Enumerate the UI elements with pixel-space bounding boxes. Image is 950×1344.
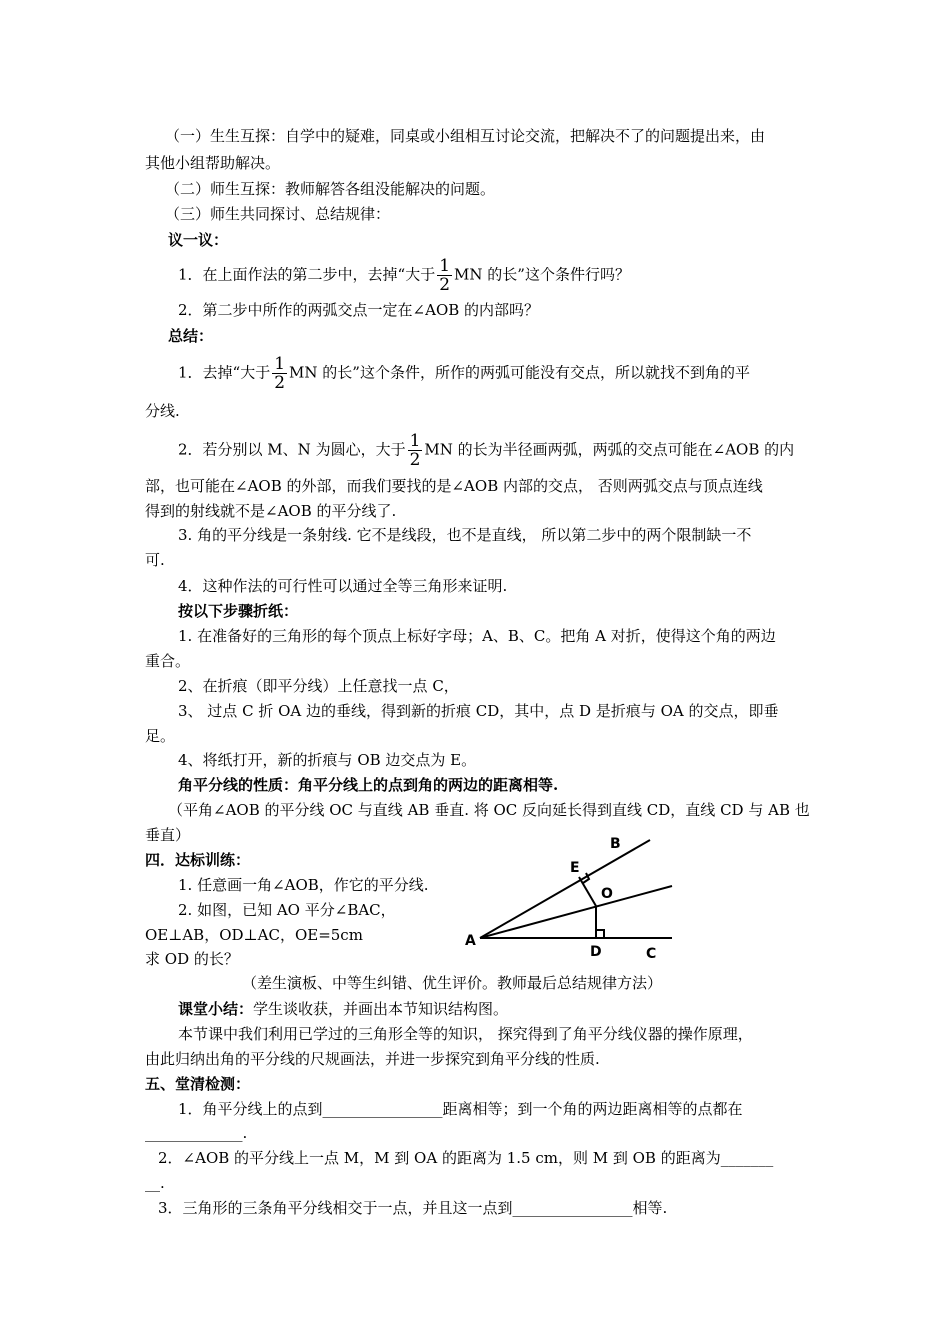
question-1-post: MN 的长”这个条件行吗？ [454,265,630,284]
label-d: D [590,944,602,960]
question-1-pre: 1．在上面作法的第二步中，去掉“大于 [178,265,436,284]
summary-1-cont: 分线. [145,402,180,420]
training-1: 1. 任意画一角∠AOB，作它的平分线. [178,876,429,894]
fold-step-1: 1. 在准备好的三角形的每个顶点上标好字母；A、B、C。把角 A 对折，使得这个角的两边 [178,627,776,645]
summary-3-cont: 可. [145,551,165,569]
heading-test: 五、堂清检测： [145,1075,251,1093]
question-1 [178,257,630,294]
label-b: B [610,836,621,852]
class-summary-text: 学生谈收获，并画出本节知识结构图。 [253,1000,509,1018]
ray-ab [480,840,650,938]
summary-1-post: MN 的长”这个条件，所作的两弧可能没有交点，所以就找不到角的平 [289,363,750,382]
fold-step-3: 3、 过点 C 折 OA 边的垂线，得到新的折痕 CD，其中，点 D 是折痕与 OA 的交点，即垂 [178,702,779,720]
paragraph-teacher-explore: （二）师生互探：教师解答各组没能解决的问题。 [165,180,496,198]
heading-discuss: 议一议： [168,231,229,249]
paragraph-summary-rules: （三）师生共同探讨、总结规律： [165,205,391,223]
summary-3: 3. 角的平分线是一条射线. 它不是线段，也不是直线， 所以第二步中的两个限制缺一不 [178,526,752,544]
label-o: O [601,886,613,902]
test-question-2: 2．∠AOB 的平分线上一点 M，M 到 OA 的距离为 1.5 cm，则 M 到 OB 的距离为_______ [158,1149,774,1167]
heading-summary: 总结： [168,327,214,345]
summary-2 [178,432,794,469]
right-angle-mark-d [596,930,604,938]
summary-2-post: MN 的长为半径画两弧，两弧的交点可能在∠AOB 的内 [424,440,795,459]
class-summary [178,998,508,1020]
test-question-1-cont: _____________. [145,1124,248,1142]
fraction-numerator: 1 [274,354,286,374]
label-e: E [570,860,580,876]
fraction-half [272,355,287,392]
straight-angle-note-cont: 垂直） [145,826,191,844]
summary-1 [178,355,750,392]
segment-oe [579,877,596,906]
training-2: 2. 如图，已知 AO 平分∠BAC， [178,901,396,919]
fold-step-1-cont: 重合。 [145,652,191,670]
paragraph-peer-explore-cont: 其他小组帮助解决。 [145,154,281,172]
fold-step-3-cont: 足。 [145,727,176,745]
paragraph-peer-explore: （一）生生互探：自学中的疑难，同桌或小组相互讨论交流，把解决不了的问题提出来，由 [165,127,766,145]
summary-2-cont2: 得到的射线就不是∠AOB 的平分线了. [145,502,397,520]
test-question-2-cont: __. [145,1174,165,1192]
class-summary-body: 本节课中我们利用已学过的三角形全等的知识， 探究得到了角平分线仪器的操作原理， [178,1025,753,1043]
fraction-numerator: 1 [409,431,421,451]
angle-bisector-diagram [460,830,680,965]
training-2-question: 求 OD 的长？ [145,950,239,968]
fraction-half [437,257,452,294]
heading-training: 四．达标训练： [145,851,251,869]
fold-step-2: 2、在折痕（即平分线）上任意找一点 C， [178,677,459,695]
class-summary-label: 课堂小结： [178,1000,254,1018]
test-question-1: 1．角平分线上的点到________________距离相等；到一个角的两边距离相等的点都在 [178,1100,743,1118]
summary-2-cont: 部，也可能在∠AOB 的外部，而我们要找的是∠AOB 内部的交点， 否则两弧交点与顶点连线 [145,477,763,495]
summary-4: 4．这种作法的可行性可以通过全等三角形来证明. [178,577,508,595]
bisector-ao [480,886,672,938]
fraction-numerator: 1 [439,256,451,276]
summary-2-pre: 2．若分别以 M、N 为圆心，大于 [178,440,406,459]
fraction-half [408,432,423,469]
bisector-property: 角平分线的性质：角平分线上的点到角的两边的距离相等. [178,776,559,794]
class-summary-body-cont: 由此归纳出角的平分线的尺规画法，并进一步探究到角平分线的性质. [145,1050,600,1068]
fraction-denominator: 2 [274,373,286,393]
training-2-given: OE⊥AB，OD⊥AC，OE=5cm [145,926,363,944]
fraction-denominator: 2 [409,450,421,470]
straight-angle-note: （平角∠AOB 的平分线 OC 与直线 AB 垂直. 将 OC 反向延长得到直线 CD，直线 CD 与 AB 也 [168,801,810,819]
heading-fold: 按以下步骤折纸： [178,602,299,620]
fraction-denominator: 2 [439,275,451,295]
question-2: 2．第二步中所作的两弧交点一定在∠AOB 的内部吗？ [178,301,540,319]
evaluation-note: （差生演板、中等生纠错、优生评价。教师最后总结规律方法） [242,974,663,992]
summary-1-pre: 1．去掉“大于 [178,363,271,382]
label-c: C [646,946,657,962]
label-a: A [465,933,476,949]
test-question-3: 3．三角形的三条角平分线相交于一点，并且这一点到________________相等. [158,1199,668,1217]
fold-step-4: 4、将纸打开，新的折痕与 OB 边交点为 E。 [178,751,477,769]
